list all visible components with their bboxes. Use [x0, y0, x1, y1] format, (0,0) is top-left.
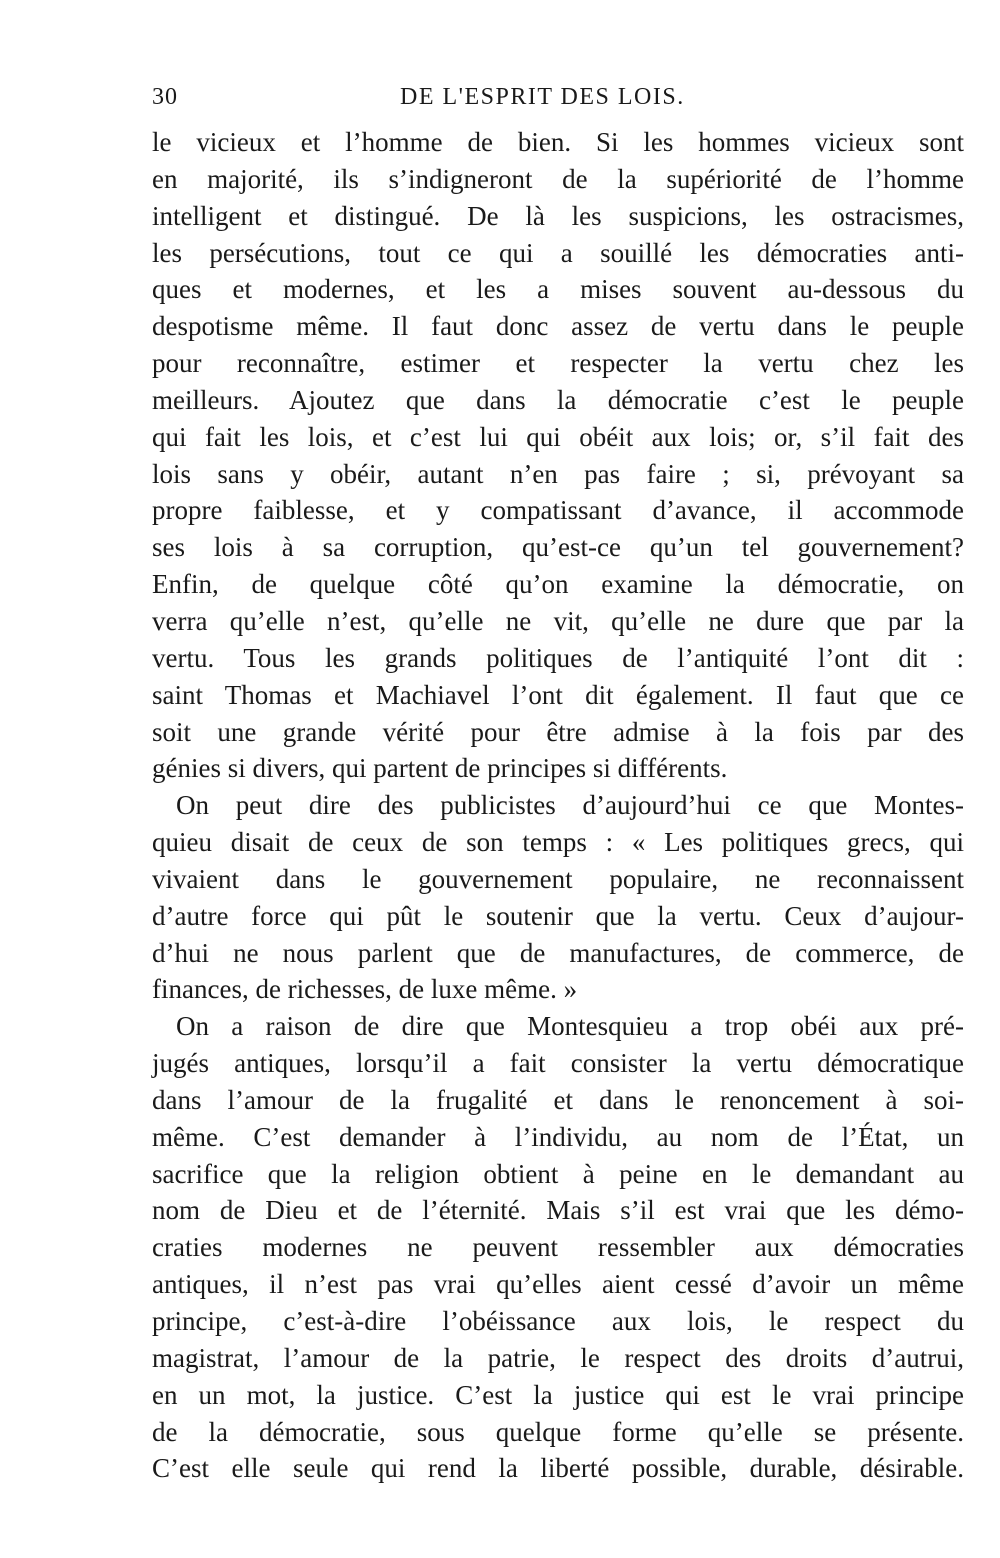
text-line: lois sans y obéir, autant n’en pas faire ; si, prévoyant sa [152, 458, 964, 489]
text-line: d’autre force qui pût le soutenir que la vertu. Ceux d’aujour- [152, 900, 964, 931]
text-line: le vicieux et l’homme de bien. Si les hommes vicieux sont [152, 127, 964, 157]
text-line: saint Thomas et Machiavel l’ont dit également. Il faut que ce [152, 679, 964, 710]
text-line: de la démocratie, sous quelque forme qu’elle se présente. [152, 1416, 964, 1447]
text-line: quieu disait de ceux de son temps : « Les politiques grecs, qui [152, 827, 964, 858]
text-line: même. C’est demander à l’individu, au nom de l’État, un [152, 1121, 964, 1152]
text-line: jugés antiques, lorsqu’il a fait consister la vertu démocratique [152, 1048, 964, 1079]
text-line: vivaient dans le gouvernement populaire, ne reconnaissent [152, 863, 964, 894]
text-line: magistrat, l’amour de la patrie, le respect des droits d’autrui, [152, 1342, 964, 1373]
text-line: sacrifice que la religion obtient à peine en le demandant au [152, 1158, 964, 1189]
paragraph-start-line: On peut dire des publicistes d’aujourd’hui ce que Montes- [176, 790, 964, 821]
text-line: verra qu’elle n’est, qu’elle ne vit, qu’elle ne dure que par la [152, 605, 964, 636]
body-text [152, 124, 964, 1487]
text-line: soit une grande vérité pour être admise à la fois par des [152, 716, 964, 747]
text-line: d’hui ne nous parlent que de manufactures, de commerce, de [152, 937, 964, 968]
text-line: pour reconnaître, estimer et respecter la vertu chez les [152, 348, 964, 379]
paragraph-end-line: finances, de richesses, de luxe même. » [152, 974, 578, 1005]
text-line: propre faiblesse, et y compatissant d’avance, il accommode [152, 495, 964, 526]
book-page [152, 84, 964, 1487]
text-line: en majorité, ils s’indigneront de la supériorité de l’homme [152, 163, 964, 194]
text-line: meilleurs. Ajoutez que dans la démocratie c’est le peuple [152, 384, 964, 415]
text-line: vertu. Tous les grands politiques de l’antiquité l’ont dit : [152, 642, 964, 673]
text-line: nom de Dieu et de l’éternité. Mais s’il est vrai que les démo- [152, 1195, 964, 1226]
page-number: 30 [152, 84, 178, 110]
text-line: qui fait les lois, et c’est lui qui obéit aux lois; or, s’il fait des [152, 421, 964, 452]
text-line: Enfin, de quelque côté qu’on examine la démocratie, on [152, 569, 964, 600]
running-title: DE L'ESPRIT DES LOIS. [400, 84, 685, 110]
text-line: despotisme même. Il faut donc assez de vertu dans le peuple [152, 311, 964, 342]
text-line: en un mot, la justice. C’est la justice qui est le vrai principe [152, 1379, 964, 1410]
paragraph-end-line: C’est elle seule qui rend la liberté possible, durable, désirable. [152, 1453, 964, 1484]
text-line: antiques, il n’est pas vrai qu’elles aient cessé d’avoir un même [152, 1269, 964, 1300]
text-line: intelligent et distingué. De là les suspicions, les ostracismes, [152, 200, 964, 231]
text-line: principe, c’est-à-dire l’obéissance aux lois, le respect du [152, 1306, 964, 1336]
text-line: les persécutions, tout ce qui a souillé les démocraties anti- [152, 237, 964, 268]
text-line: ques et modernes, et les a mises souvent au-dessous du [152, 274, 964, 305]
text-line: ses lois à sa corruption, qu’est-ce qu’un tel gouvernement? [152, 532, 964, 563]
paragraph-start-line: On a raison de dire que Montesquieu a trop obéi aux pré- [176, 1011, 964, 1042]
paragraph-end-line: génies si divers, qui partent de principes si différents. [152, 753, 728, 784]
text-line: dans l’amour de la frugalité et dans le renoncement à soi- [152, 1084, 964, 1115]
running-head [152, 84, 964, 124]
text-line: craties modernes ne peuvent ressembler aux démocraties [152, 1232, 964, 1263]
